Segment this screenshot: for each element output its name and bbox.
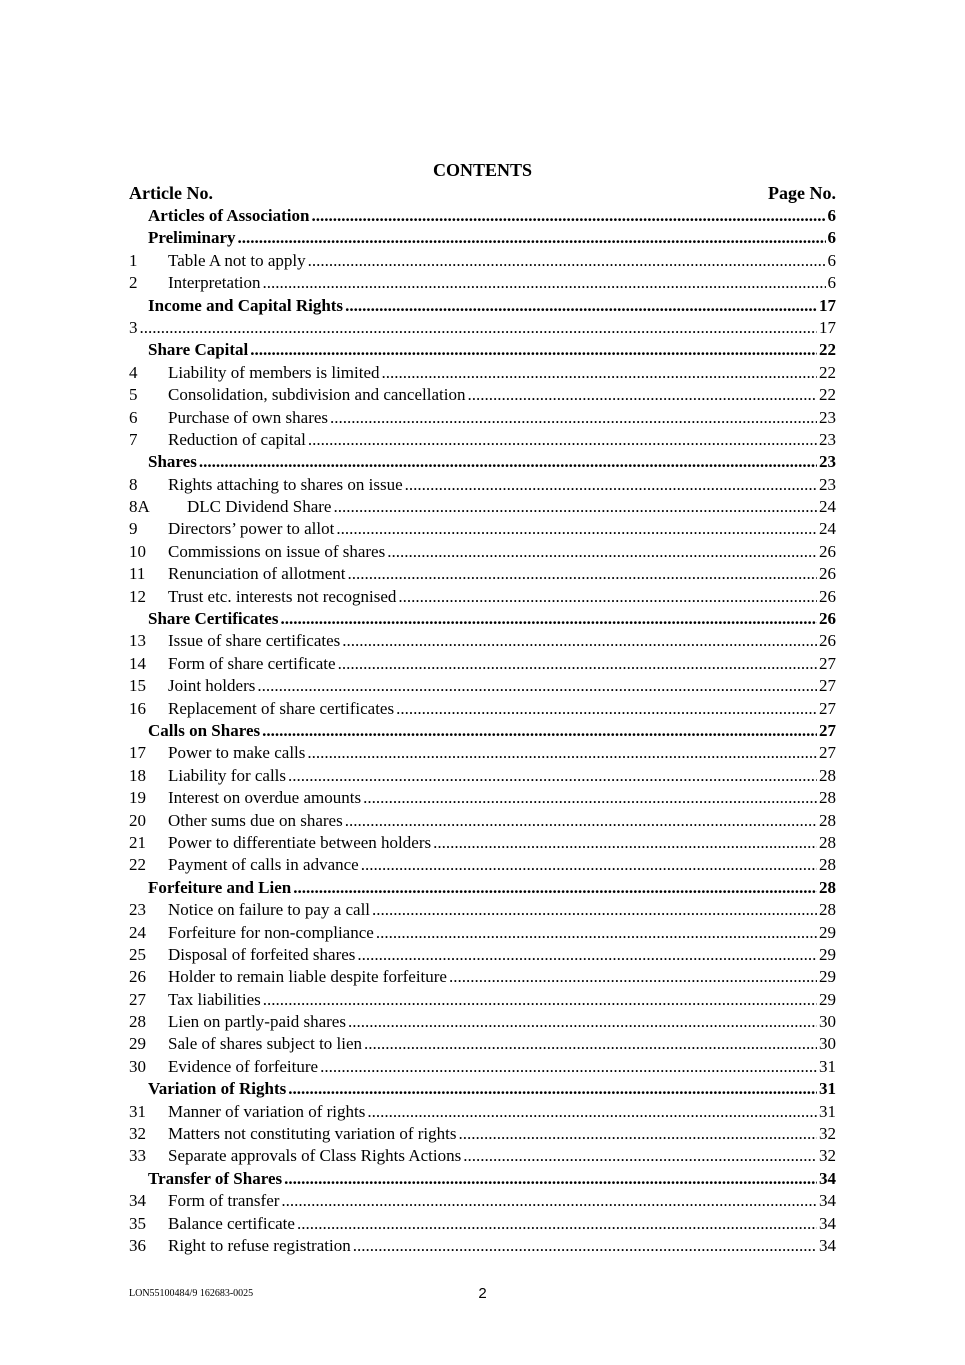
dot-leader bbox=[238, 227, 826, 249]
dot-leader bbox=[348, 563, 817, 585]
dot-leader bbox=[288, 1078, 817, 1100]
toc-entry-title: Tax liabilities bbox=[168, 989, 261, 1009]
toc-page-number: 26 bbox=[819, 586, 836, 606]
dot-leader bbox=[345, 810, 817, 832]
toc-entry[interactable] bbox=[129, 698, 836, 720]
toc-entry[interactable] bbox=[129, 765, 836, 787]
toc-entry-title: Evidence of forfeiture bbox=[168, 1056, 319, 1076]
toc-page-number: 6 bbox=[827, 228, 836, 248]
dot-leader bbox=[140, 317, 818, 339]
toc-entry-title: Variation of Rights bbox=[148, 1079, 287, 1099]
article-no-header: Article No. bbox=[129, 183, 213, 203]
dot-leader bbox=[398, 586, 817, 608]
toc-page-number: 31 bbox=[819, 1079, 836, 1099]
toc-article-number: 16 bbox=[129, 698, 146, 718]
toc-section-heading[interactable] bbox=[129, 720, 836, 742]
toc-article-number: 26 bbox=[129, 967, 146, 987]
toc-entry-title: Disposal of forfeited shares bbox=[168, 944, 356, 964]
dot-leader bbox=[311, 205, 825, 227]
toc-entry[interactable] bbox=[129, 317, 836, 339]
toc-page-number: 23 bbox=[819, 407, 836, 427]
dot-leader bbox=[263, 989, 817, 1011]
toc-article-number: 29 bbox=[129, 1034, 146, 1054]
toc-entry-title: Power to make calls bbox=[168, 743, 306, 763]
toc-page-number: 29 bbox=[819, 989, 836, 1009]
toc-entry-title: Reduction of capital bbox=[168, 429, 306, 449]
toc-section-heading[interactable] bbox=[129, 339, 836, 361]
toc-article-number: 17 bbox=[129, 743, 146, 763]
dot-leader bbox=[250, 339, 817, 361]
toc-article-number: 32 bbox=[129, 1124, 146, 1144]
toc-article-number: 21 bbox=[129, 832, 146, 852]
toc-page-number: 6 bbox=[827, 273, 836, 293]
toc-article-number: 9 bbox=[129, 519, 138, 539]
toc-page-number: 28 bbox=[819, 810, 836, 830]
toc-page-number: 32 bbox=[819, 1146, 836, 1166]
toc-article-number: 18 bbox=[129, 765, 146, 785]
toc-entry[interactable] bbox=[129, 630, 836, 652]
toc-entry[interactable] bbox=[129, 1011, 836, 1033]
toc-page-number: 27 bbox=[819, 676, 836, 696]
toc-page-number: 30 bbox=[819, 1012, 836, 1032]
toc-article-number: 35 bbox=[129, 1213, 146, 1233]
toc-page-number: 28 bbox=[819, 855, 836, 875]
toc-section-heading[interactable] bbox=[129, 877, 836, 899]
toc-section-heading[interactable] bbox=[129, 1078, 836, 1100]
toc-section-heading[interactable] bbox=[129, 227, 836, 249]
toc-entry[interactable] bbox=[129, 1145, 836, 1167]
toc-page-number: 31 bbox=[819, 1056, 836, 1076]
dot-leader bbox=[376, 922, 817, 944]
toc-page-number: 17 bbox=[819, 295, 836, 315]
toc-entry[interactable] bbox=[129, 429, 836, 451]
toc-entry[interactable] bbox=[129, 922, 836, 944]
toc-page-number: 23 bbox=[819, 429, 836, 449]
toc-article-number: 23 bbox=[129, 900, 146, 920]
toc-entry[interactable] bbox=[129, 541, 836, 563]
toc-entry-title: Share Certificates bbox=[148, 609, 279, 629]
toc-entry-title: Liability for calls bbox=[168, 765, 287, 785]
dot-leader bbox=[357, 944, 817, 966]
toc-article-number: 36 bbox=[129, 1235, 146, 1255]
toc-entry-title: Right to refuse registration bbox=[168, 1235, 351, 1255]
toc-entry-title: Table A not to apply bbox=[168, 250, 306, 270]
toc-entry-title: Forfeiture and Lien bbox=[148, 877, 292, 897]
toc-entry-title: Lien on partly-paid shares bbox=[168, 1012, 346, 1032]
toc-page-number: 28 bbox=[819, 765, 836, 785]
dot-leader bbox=[387, 541, 817, 563]
toc-entry[interactable] bbox=[129, 966, 836, 988]
dot-leader bbox=[363, 787, 817, 809]
column-headers bbox=[129, 183, 836, 204]
dot-leader bbox=[396, 698, 817, 720]
toc-page-number: 29 bbox=[819, 967, 836, 987]
toc-entry-title: Directors’ power to allot bbox=[168, 519, 335, 539]
dot-leader bbox=[433, 832, 817, 854]
toc-section-heading[interactable] bbox=[129, 295, 836, 317]
toc-article-number: 13 bbox=[129, 631, 146, 651]
toc-entry-title: Separate approvals of Class Rights Actions bbox=[168, 1146, 462, 1166]
toc-page-number: 26 bbox=[819, 609, 836, 629]
toc-section-heading[interactable] bbox=[129, 451, 836, 473]
toc-entry[interactable] bbox=[129, 250, 836, 272]
toc-entry-title: Interest on overdue amounts bbox=[168, 788, 362, 808]
toc-page-number: 34 bbox=[819, 1168, 836, 1188]
toc-entry-title: Trust etc. interests not recognised bbox=[168, 586, 397, 606]
toc-entry-title: Holder to remain liable despite forfeiture bbox=[168, 967, 447, 987]
toc-entry-title: Transfer of Shares bbox=[148, 1168, 283, 1188]
toc-entry-title: Preliminary bbox=[148, 228, 236, 248]
toc-page-number: 28 bbox=[819, 788, 836, 808]
toc-article-number: 25 bbox=[129, 944, 146, 964]
toc-entry-title: Renunciation of allotment bbox=[168, 564, 346, 584]
toc-page-number: 22 bbox=[819, 340, 836, 360]
dot-leader bbox=[199, 451, 817, 473]
dot-leader bbox=[405, 474, 817, 496]
toc-entry-title: Shares bbox=[148, 452, 197, 472]
toc-entry[interactable] bbox=[129, 944, 836, 966]
dot-leader bbox=[361, 854, 817, 876]
toc-entry-title: Replacement of share certificates bbox=[168, 698, 395, 718]
toc-entry[interactable] bbox=[129, 563, 836, 585]
toc-page-number: 34 bbox=[819, 1235, 836, 1255]
toc-article-number: 31 bbox=[129, 1101, 146, 1121]
dot-leader bbox=[330, 407, 817, 429]
toc-article-number: 30 bbox=[129, 1056, 146, 1076]
toc-article-number: 24 bbox=[129, 922, 146, 942]
toc-entry[interactable] bbox=[129, 675, 836, 697]
dot-leader bbox=[348, 1011, 817, 1033]
toc-page-number: 27 bbox=[819, 743, 836, 763]
toc-page-number: 34 bbox=[819, 1191, 836, 1211]
toc-entry-title: Articles of Association bbox=[148, 206, 310, 225]
dot-leader bbox=[342, 630, 817, 652]
toc-article-number: 5 bbox=[129, 385, 138, 405]
toc-entry[interactable] bbox=[129, 653, 836, 675]
toc-entry-title: DLC Dividend Share bbox=[187, 497, 332, 517]
toc-entry[interactable] bbox=[129, 1190, 836, 1212]
toc-page-number: 26 bbox=[819, 541, 836, 561]
toc-entry-title: Matters not constituting variation of rights bbox=[168, 1124, 457, 1144]
toc-entry[interactable] bbox=[129, 272, 836, 294]
dot-leader bbox=[284, 1168, 817, 1190]
toc-page-number: 6 bbox=[827, 206, 836, 225]
toc-entry-title: 3 bbox=[129, 317, 138, 337]
toc-entry[interactable] bbox=[129, 832, 836, 854]
toc-entry[interactable] bbox=[129, 1056, 836, 1078]
dot-leader bbox=[459, 1123, 818, 1145]
contents-title: CONTENTS bbox=[432, 160, 533, 180]
dot-leader bbox=[333, 496, 817, 518]
toc-page-number: 27 bbox=[819, 653, 836, 673]
toc-page-number: 23 bbox=[819, 452, 836, 472]
toc-section-heading[interactable] bbox=[129, 608, 836, 630]
page-number: 2 bbox=[478, 1285, 487, 1302]
toc-article-number: 4 bbox=[129, 362, 138, 382]
toc-article-number: 11 bbox=[129, 564, 146, 584]
toc-article-number: 2 bbox=[129, 273, 138, 293]
toc-section-heading[interactable] bbox=[129, 205, 836, 227]
toc-entry[interactable] bbox=[129, 586, 836, 608]
toc-page-number: 32 bbox=[819, 1124, 836, 1144]
dot-leader bbox=[367, 1101, 817, 1123]
dot-leader bbox=[308, 250, 826, 272]
toc-article-number: 10 bbox=[129, 541, 146, 561]
toc-entry[interactable] bbox=[129, 518, 836, 540]
dot-leader bbox=[297, 1213, 817, 1235]
toc-article-number: 8 bbox=[129, 474, 138, 494]
toc-entry[interactable] bbox=[129, 787, 836, 809]
toc-entry-title: Joint holders bbox=[168, 676, 256, 696]
toc-article-number: 15 bbox=[129, 676, 146, 696]
dot-leader bbox=[467, 384, 817, 406]
document-reference: LON55100484/9 162683-0025 bbox=[129, 1288, 254, 1299]
dot-leader bbox=[257, 675, 817, 697]
toc-page-number: 34 bbox=[819, 1213, 836, 1233]
toc-page-number: 24 bbox=[819, 519, 836, 539]
toc-page-number: 27 bbox=[819, 698, 836, 718]
toc-entry-title: Rights attaching to shares on issue bbox=[168, 474, 403, 494]
toc-entry-title: Sale of shares subject to lien bbox=[168, 1034, 363, 1054]
toc-page-number: 23 bbox=[819, 474, 836, 494]
toc-section-heading[interactable] bbox=[129, 1168, 836, 1190]
toc-entry[interactable] bbox=[129, 1033, 836, 1055]
toc-article-number: 14 bbox=[129, 653, 146, 673]
toc-page-number: 28 bbox=[819, 900, 836, 920]
toc-entry[interactable] bbox=[129, 899, 836, 921]
toc-page-number: 28 bbox=[819, 877, 836, 897]
dot-leader bbox=[364, 1033, 817, 1055]
toc-article-number: 20 bbox=[129, 810, 146, 830]
toc-entry[interactable] bbox=[129, 989, 836, 1011]
toc-page-number: 30 bbox=[819, 1034, 836, 1054]
dot-leader bbox=[280, 608, 817, 630]
toc-entry-title: Form of share certificate bbox=[168, 653, 336, 673]
toc-entry[interactable] bbox=[129, 384, 836, 406]
dot-leader bbox=[353, 1235, 817, 1257]
toc-page-number: 28 bbox=[819, 832, 836, 852]
dot-leader bbox=[281, 1190, 817, 1212]
toc-page-number: 29 bbox=[819, 922, 836, 942]
table-of-contents bbox=[129, 205, 836, 1257]
toc-page-number: 26 bbox=[819, 631, 836, 651]
toc-entry[interactable] bbox=[129, 854, 836, 876]
toc-entry-title: Payment of calls in advance bbox=[168, 855, 359, 875]
toc-entry[interactable] bbox=[129, 407, 836, 429]
toc-page-number: 22 bbox=[819, 385, 836, 405]
toc-entry[interactable] bbox=[129, 742, 836, 764]
toc-entry-title: Power to differentiate between holders bbox=[168, 832, 432, 852]
toc-article-number: 1 bbox=[129, 250, 138, 270]
dot-leader bbox=[336, 518, 817, 540]
toc-entry-title: Manner of variation of rights bbox=[168, 1101, 366, 1121]
toc-page-number: 31 bbox=[819, 1101, 836, 1121]
toc-article-number: 28 bbox=[129, 1012, 146, 1032]
dot-leader bbox=[382, 362, 817, 384]
toc-entry[interactable] bbox=[129, 1213, 836, 1235]
dot-leader bbox=[308, 429, 817, 451]
toc-page-number: 27 bbox=[819, 720, 836, 740]
dot-leader bbox=[263, 272, 826, 294]
toc-entry-title: Notice on failure to pay a call bbox=[168, 900, 371, 920]
dot-leader bbox=[262, 720, 817, 742]
toc-entry-title: Balance certificate bbox=[168, 1213, 295, 1233]
toc-entry-title: Commissions on issue of shares bbox=[168, 541, 386, 561]
dot-leader bbox=[307, 742, 817, 764]
dot-leader bbox=[372, 899, 817, 921]
toc-entry[interactable] bbox=[129, 1123, 836, 1145]
dot-leader bbox=[288, 765, 817, 787]
toc-entry-title: Calls on Shares bbox=[148, 720, 261, 740]
toc-entry-title: Form of transfer bbox=[168, 1191, 280, 1211]
toc-entry-title: Liability of members is limited bbox=[168, 362, 380, 382]
toc-entry[interactable] bbox=[129, 474, 836, 496]
toc-entry-title: Issue of share certificates bbox=[168, 631, 341, 651]
toc-entry[interactable] bbox=[129, 362, 836, 384]
dot-leader bbox=[320, 1056, 817, 1078]
toc-article-number: 7 bbox=[129, 429, 138, 449]
dot-leader bbox=[463, 1145, 817, 1167]
toc-entry[interactable] bbox=[129, 1235, 836, 1257]
toc-entry-title: Other sums due on shares bbox=[168, 810, 343, 830]
toc-article-number: 34 bbox=[129, 1191, 146, 1211]
toc-article-number: 27 bbox=[129, 989, 146, 1009]
toc-entry-title: Interpretation bbox=[168, 273, 261, 293]
toc-entry[interactable] bbox=[129, 1101, 836, 1123]
dot-leader bbox=[338, 653, 817, 675]
toc-entry[interactable] bbox=[129, 810, 836, 832]
toc-page-number: 29 bbox=[819, 944, 836, 964]
dot-leader bbox=[345, 295, 817, 317]
toc-article-number: 8A bbox=[129, 497, 150, 517]
toc-entry-title: Consolidation, subdivision and cancellation bbox=[168, 385, 466, 405]
page-no-header: Page No. bbox=[768, 183, 836, 203]
toc-article-number: 22 bbox=[129, 855, 146, 875]
toc-entry[interactable] bbox=[129, 496, 836, 518]
toc-page-number: 22 bbox=[819, 362, 836, 382]
toc-entry-title: Income and Capital Rights bbox=[148, 295, 344, 315]
toc-page-number: 6 bbox=[827, 250, 836, 270]
toc-page-number: 24 bbox=[819, 497, 836, 517]
toc-article-number: 19 bbox=[129, 788, 146, 808]
dot-leader bbox=[449, 966, 817, 988]
toc-page-number: 17 bbox=[819, 317, 836, 337]
toc-article-number: 12 bbox=[129, 586, 146, 606]
toc-entry-title: Share Capital bbox=[148, 340, 249, 360]
toc-entry-title: Forfeiture for non-compliance bbox=[168, 922, 374, 942]
toc-entry-title: Purchase of own shares bbox=[168, 407, 329, 427]
dot-leader bbox=[293, 877, 817, 899]
toc-article-number: 6 bbox=[129, 407, 138, 427]
toc-page-number: 26 bbox=[819, 564, 836, 584]
toc-article-number: 33 bbox=[129, 1146, 146, 1166]
